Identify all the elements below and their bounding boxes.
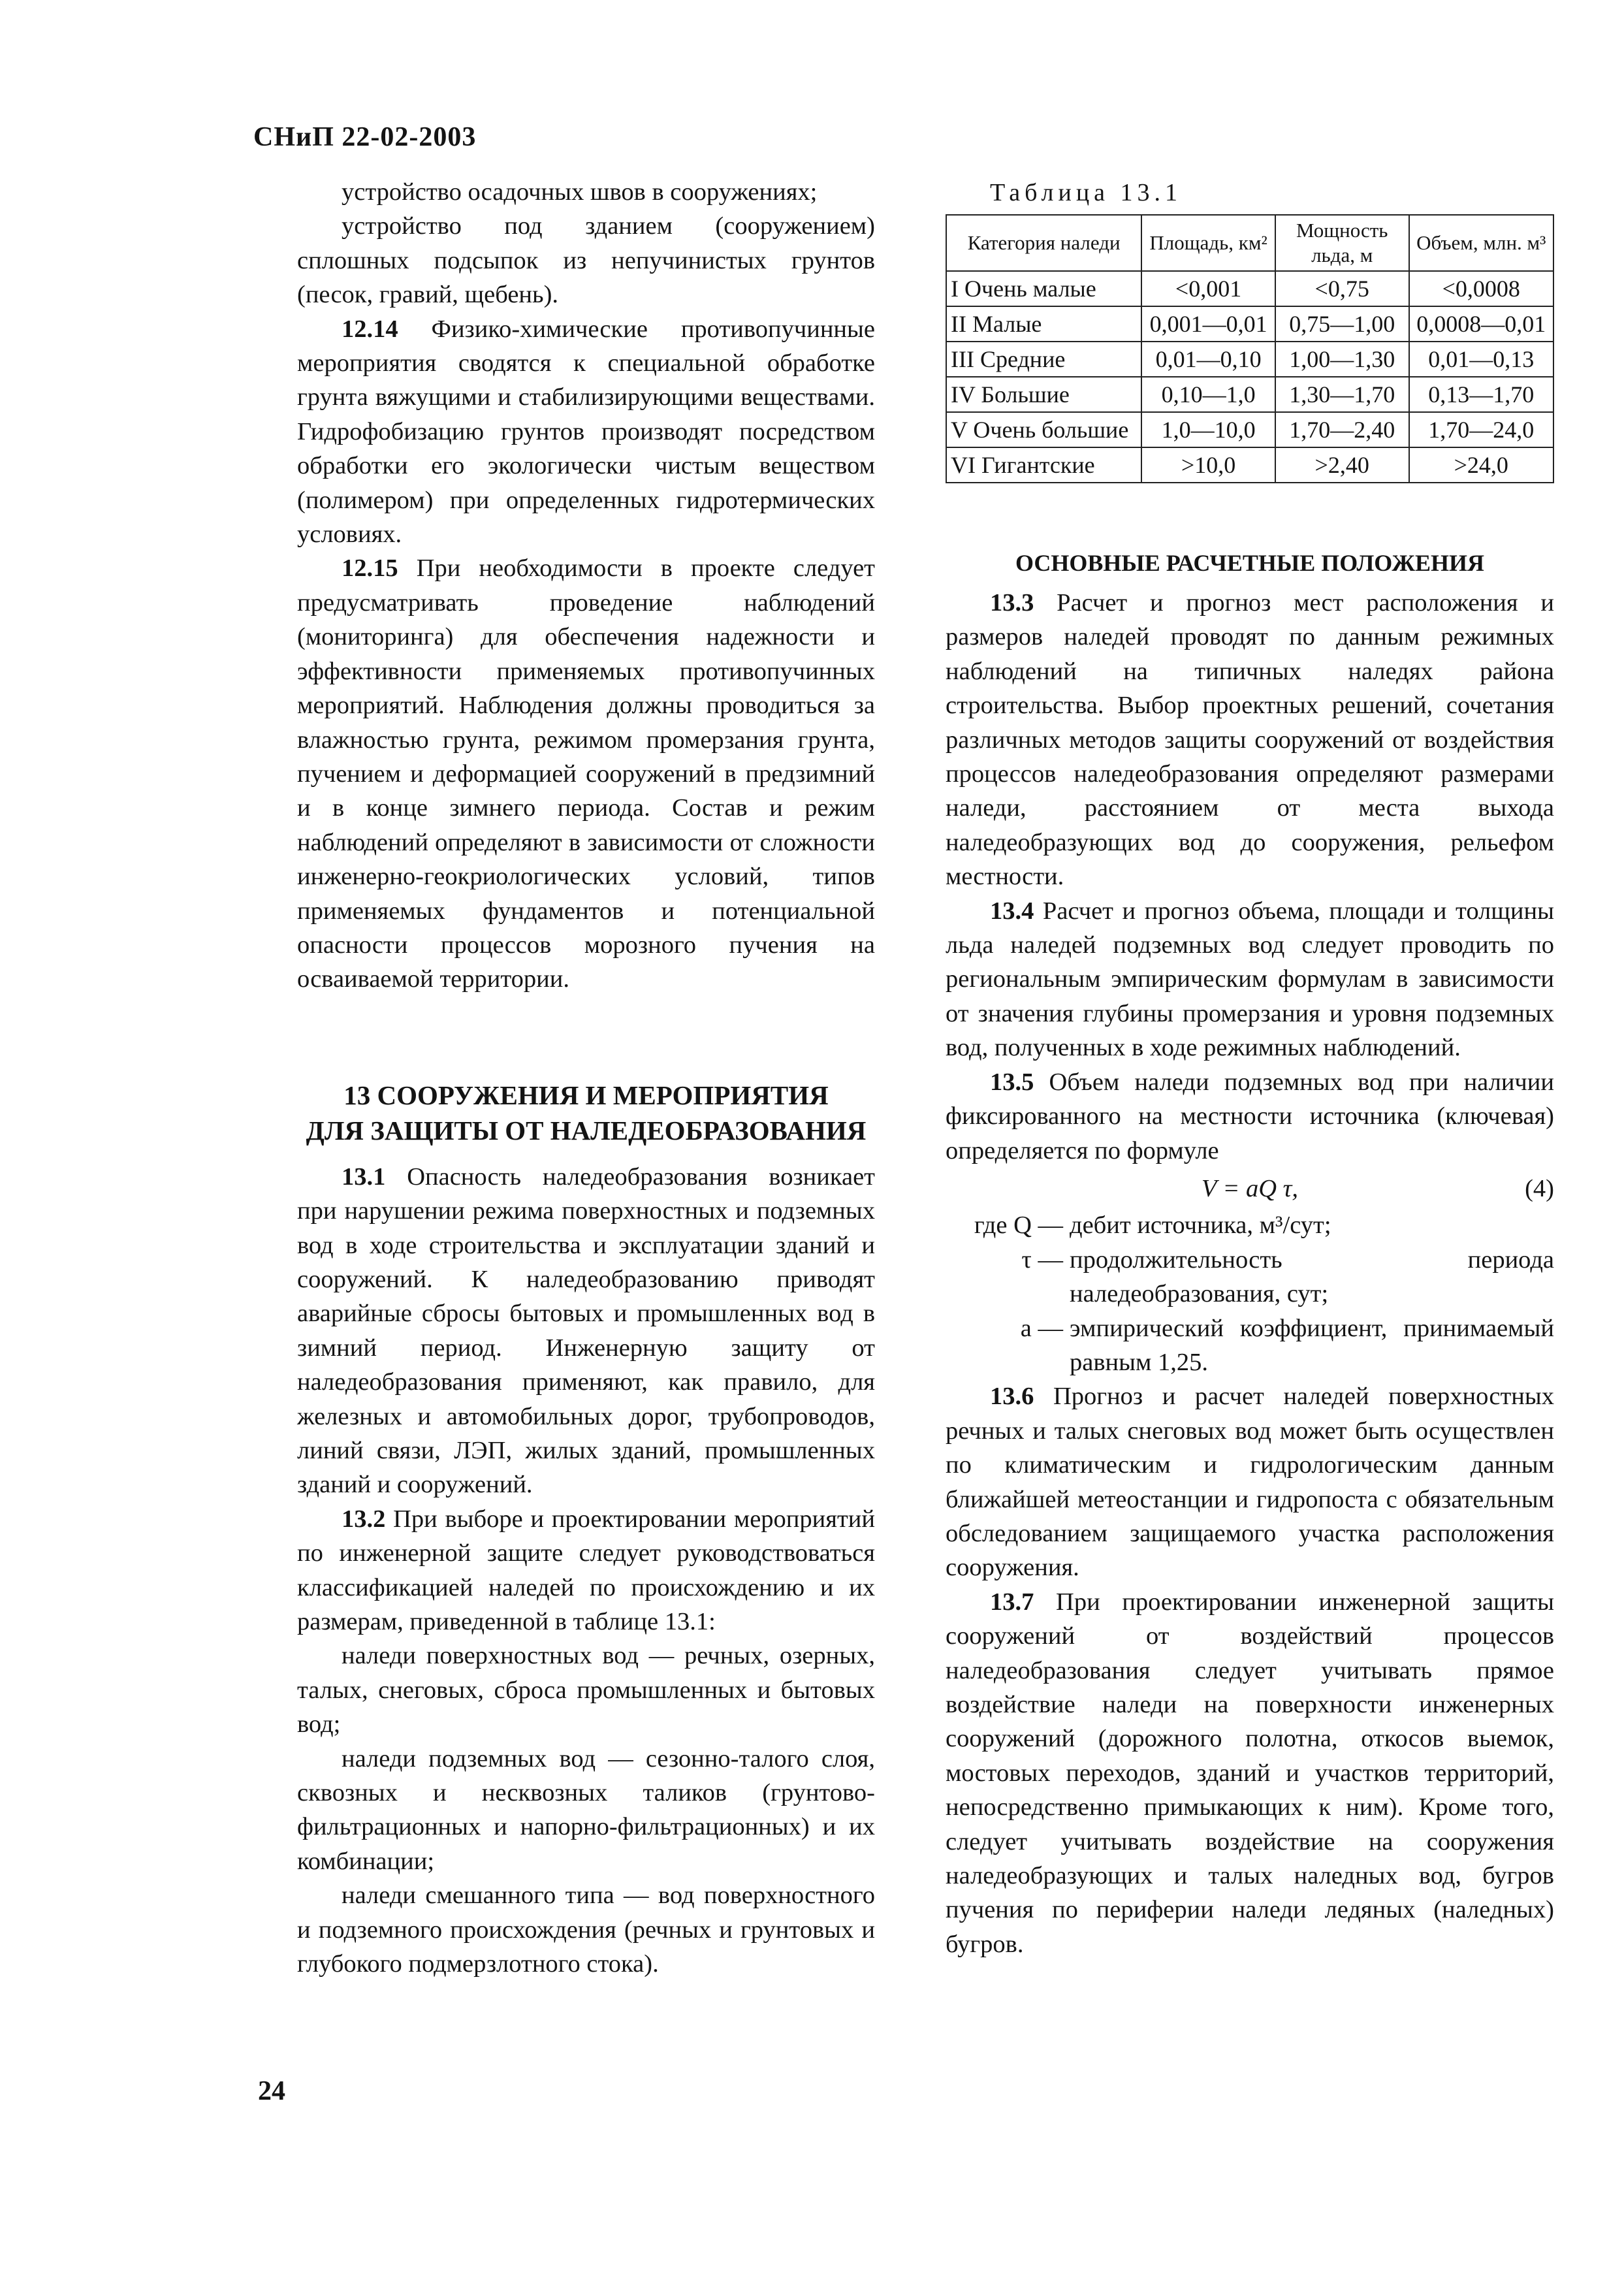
table-cell: VI Гигантские xyxy=(946,447,1141,483)
clause-number: 13.1 xyxy=(342,1163,386,1191)
clause-text: При выборе и проектировании мероприятий по инженерной защите следует руководствоваться классификацией наледей по происхождению и их размерам, приведенной в таблице 13.1: xyxy=(297,1505,875,1636)
table-cell: 0,01—0,13 xyxy=(1409,342,1553,377)
clause-number: 13.6 xyxy=(990,1383,1034,1411)
table-cell: II Малые xyxy=(946,306,1141,342)
legend-row xyxy=(946,1311,1554,1380)
column-header: Категория наледи xyxy=(946,215,1141,271)
table-cell: 1,00—1,30 xyxy=(1275,342,1409,377)
clause-text: Расчет и прогноз объема, площади и толщины льда наледей подземных вод следует проводить по региональным эмпирическим формулам в зависимости от значения глубины промерзания и уровня подземных вод, полученных в ходе режимных наблюдений. xyxy=(946,897,1554,1062)
paragraph-12-14 xyxy=(297,312,875,552)
section-13-title xyxy=(297,1078,875,1148)
table-cell: 0,75—1,00 xyxy=(1275,306,1409,342)
clause-number: 12.14 xyxy=(342,315,398,343)
paragraph-13-1 xyxy=(297,1160,875,1502)
paragraph: наледи смешанного типа — вод поверхностного и подземного происхождения (речных и грунтовых и глубокого подмерзлотного стока). xyxy=(297,1882,875,1978)
table-cell: 1,70—24,0 xyxy=(1409,412,1553,447)
table-cell: 1,0—10,0 xyxy=(1141,412,1275,447)
table-cell: <0,75 xyxy=(1275,271,1409,306)
clause-text: Расчет и прогноз мест расположения и размеров наледей проводят по данным режимных наблюдений на типичных наледях района строительства. Выбор проектных решений, сочетания различных методов защиты сооружений от воздействия процессов наледеобразования определяют размерами наледи, расстоянием от места выхода наледеобразующих вод до сооружения, рельефом местности. xyxy=(946,589,1554,891)
table-cell: >2,40 xyxy=(1275,447,1409,483)
formula-number: (4) xyxy=(1525,1174,1554,1202)
formula: V = aQ τ, xyxy=(1201,1174,1299,1202)
table-cell: <0,0008 xyxy=(1409,271,1553,306)
table-cell: V Очень большие xyxy=(946,412,1141,447)
table-cell: IV Большие xyxy=(946,377,1141,412)
table-cell: 0,13—1,70 xyxy=(1409,377,1553,412)
paragraph: устройство под зданием (сооружением) сплошных подсыпок из непучинистых грунтов (песок, гравий, щебень). xyxy=(297,212,875,309)
paragraph-13-2 xyxy=(297,1502,875,1639)
paragraph-13-7 xyxy=(946,1585,1554,1961)
paragraph-13-6 xyxy=(946,1379,1554,1584)
table-row xyxy=(946,412,1553,447)
legend-symbol: τ — xyxy=(1021,1245,1063,1274)
table-caption: Таблица 13.1 xyxy=(990,179,1183,206)
clause-text: Опасность наледеобразования возникает при нарушении режима поверхностных и подземных вод в ходе строительства и эксплуатации зданий и сооружений. К наледеобразованию приводят аварийные сбросы бытовых и промышленных вод в зимний период. Инженерную защиту от наледеобразования применяют, как правило, для железных и автомобильных дорог, трубопроводов, линий связи, ЛЭП, жилых зданий, промышленных зданий и сооружений. xyxy=(297,1163,875,1499)
legend-text: дебит источника, м³/сут; xyxy=(1070,1211,1331,1240)
formula-legend xyxy=(946,1208,1554,1379)
legend-symbol: a — xyxy=(1020,1314,1063,1342)
clause-text: Прогноз и расчет наледей поверхностных речных и талых снеговых вод может быть осуществлен по климатическим и гидрологическим данным ближайшей метеостанции и гидропоста с обязательным обследованием защищаемого участка расположения сооружения. xyxy=(946,1383,1554,1582)
table-cell: III Средние xyxy=(946,342,1141,377)
section-title-line: ДЛЯ ЗАЩИТЫ ОТ НАЛЕДЕОБРАЗОВАНИЯ xyxy=(306,1115,867,1146)
calculation-section-title: ОСНОВНЫЕ РАСЧЕТНЫЕ ПОЛОЖЕНИЯ xyxy=(1015,550,1485,576)
left-column xyxy=(297,175,875,1981)
table-header-row xyxy=(946,215,1553,271)
clause-text: Объем наледи подземных вод при наличии фиксированного на местности источника (ключевая) определяется по формуле xyxy=(946,1068,1554,1164)
table-row xyxy=(946,306,1553,342)
right-column xyxy=(946,175,1554,1961)
legend-text: продолжительность периода наледеобразования, сут; xyxy=(1070,1245,1554,1308)
legend-symbol: где Q — xyxy=(974,1211,1063,1240)
paragraph: устройство осадочных швов в сооружениях; xyxy=(342,178,818,206)
legend-text: эмпирический коэффициент, принимаемый равным 1,25. xyxy=(1070,1314,1554,1376)
legend-row xyxy=(946,1243,1554,1311)
clause-text: Физико-химические противопучинные мероприятия сводятся к специальной обработке грунта вяжущими и стабилизирующими веществами. Гидрофобизацию грунтов производят посредством обработки его экологически чистым веществом (полимером) при определенных гидротермических условиях. xyxy=(297,315,875,549)
clause-number: 13.3 xyxy=(990,589,1034,617)
table-cell: 1,70—2,40 xyxy=(1275,412,1409,447)
paragraph-13-3 xyxy=(946,586,1554,894)
table-row xyxy=(946,342,1553,377)
table-cell: <0,001 xyxy=(1141,271,1275,306)
clause-number: 13.4 xyxy=(990,897,1034,925)
document-header: СНиП 22-02-2003 xyxy=(253,122,477,152)
formula-line xyxy=(946,1172,1554,1206)
paragraph: наледи подземных вод — сезонно-талого слоя, сквозных и несквозных таликов (грунтово-фильтрационных и напорно-фильтрационных) и их комбинации; xyxy=(297,1744,875,1875)
column-header: Объем, млн. м³ xyxy=(1409,215,1553,271)
paragraph-13-5 xyxy=(946,1065,1554,1168)
table-row xyxy=(946,447,1553,483)
table-cell: >10,0 xyxy=(1141,447,1275,483)
column-header: Мощность льда, м xyxy=(1275,215,1409,271)
table-13-1 xyxy=(946,214,1554,483)
column-header: Площадь, км² xyxy=(1141,215,1275,271)
paragraph: наледи поверхностных вод — речных, озерных, талых, снеговых, сброса промышленных и бытовых вод; xyxy=(297,1642,875,1739)
legend-row xyxy=(946,1208,1554,1242)
paragraph-13-4 xyxy=(946,894,1554,1065)
clause-number: 13.2 xyxy=(342,1505,386,1533)
clause-number: 13.7 xyxy=(990,1588,1034,1616)
table-cell: I Очень малые xyxy=(946,271,1141,306)
clause-text: При проектировании инженерной защиты сооружений от воздействий процессов наледеобразования следует учитывать прямое воздействие наледи на поверхности инженерных сооружений (дорожного полотна, откосов выемок, мостовых переходов, зданий и участков территорий, непосредственно примыкающих к ним). Кроме того, следует учитывать воздействие на сооружения наледеобразующих и талых наледных вод, бугров пучения по периферии наледи ледяных (наледных) бугров. xyxy=(946,1588,1554,1958)
table-row xyxy=(946,377,1553,412)
clause-text: При необходимости в проекте следует предусматривать проведение наблюдений (мониторинга) для обеспечения надежности и эффективности применяемых противопучинных мероприятий. Наблюдения должны проводиться за влажностью грунта, режимом промерзания грунта, пучением и деформацией сооружений в предзимний и в конце зимнего периода. Состав и режим наблюдений определяют в зависимости от сложности инженерно-геокриологических условий, типов применяемых фундаментов и потенциальной опасности процессов морозного пучения на осваиваемой территории. xyxy=(297,554,875,993)
table-cell: 0,10—1,0 xyxy=(1141,377,1275,412)
clause-number: 12.15 xyxy=(342,554,398,583)
table-cell: 0,0008—0,01 xyxy=(1409,306,1553,342)
page-number: 24 xyxy=(258,2076,285,2106)
table-cell: 1,30—1,70 xyxy=(1275,377,1409,412)
table-cell: 0,001—0,01 xyxy=(1141,306,1275,342)
paragraph-12-15 xyxy=(297,551,875,996)
clause-number: 13.5 xyxy=(990,1068,1034,1096)
section-title-line: 13 СООРУЖЕНИЯ И МЕРОПРИЯТИЯ xyxy=(343,1080,829,1110)
table-row xyxy=(946,271,1553,306)
table-cell: 0,01—0,10 xyxy=(1141,342,1275,377)
table-cell: >24,0 xyxy=(1409,447,1553,483)
